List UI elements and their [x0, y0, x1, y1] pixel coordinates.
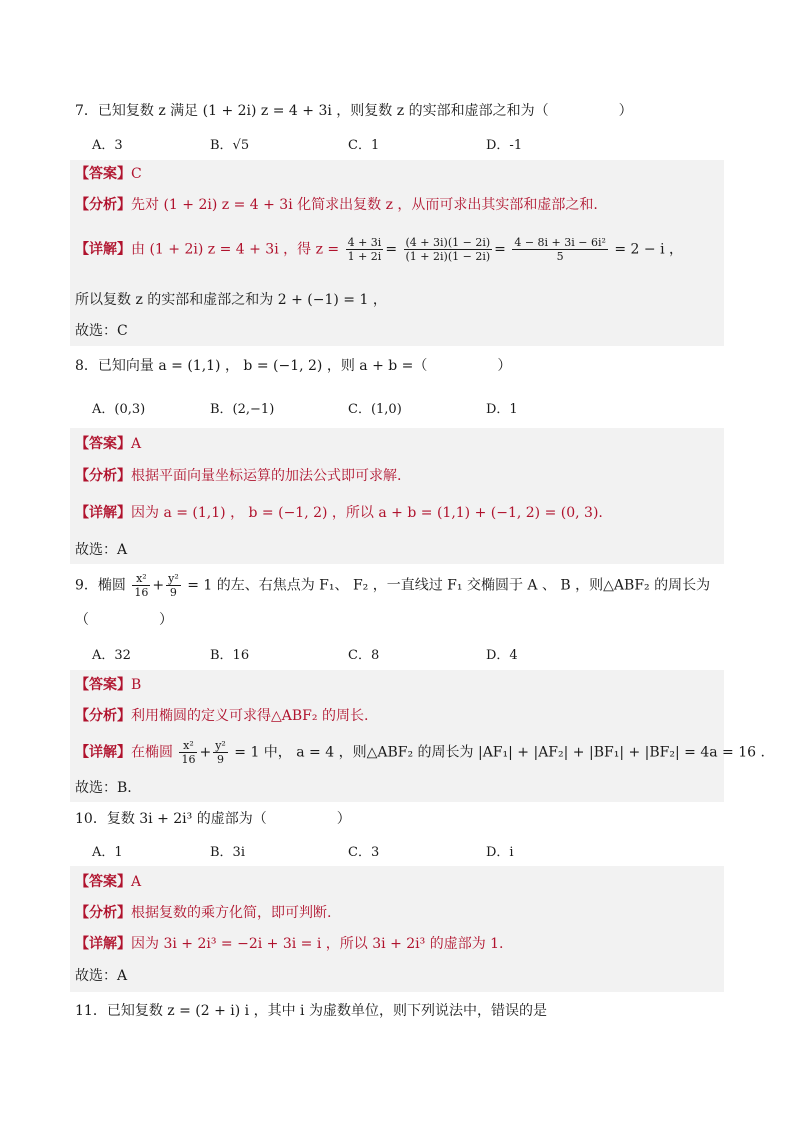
q8-detail: 因为 a = (1,1) ， b = (−1, 2) ，所以 a + b = (1,1) + (−1, 2) = (0, 3). — [131, 505, 603, 521]
q9-analysis: 利用椭圆的定义可求得△ABF₂ 的周长. — [131, 708, 369, 724]
q7-analysis-tag: 【分析】 — [75, 197, 131, 213]
question-9-stem-line-2: （ ） — [75, 612, 173, 628]
q9-solution-block — [70, 670, 724, 802]
q8-option-c: C．(1,0) — [348, 402, 402, 417]
q7-answer-line — [75, 163, 142, 185]
q8-answer-line — [75, 433, 141, 455]
q10-detail: 因为 3i + 2i³ = −2i + 3i = i ，所以 3i + 2i³ 的虚部为 1. — [131, 936, 504, 952]
q10-answer-tag: 【答案】 — [75, 874, 131, 890]
q10-option-d: D．i — [486, 845, 514, 860]
q10-analysis-line — [75, 902, 331, 924]
q10-detail-tag: 【详解】 — [75, 936, 131, 952]
q7-answer: C — [131, 166, 142, 182]
q9-answer: B — [131, 677, 142, 693]
q7-choice: 故选：C — [75, 323, 128, 339]
question-8-stem: 8．已知向量 a = (1,1) ， b = (−1, 2) ，则 a + b =（ ） — [75, 358, 512, 374]
q10-choice: 故选：A — [75, 968, 128, 984]
q10-detail-line — [75, 933, 504, 955]
q7-detail-line: 【详解】由 (1 + 2i) z = 4 + 3i ，得 z = $\frac{4 + 3i}{1 + 2i}$ = $\frac{(4 + 3i)(1 - 2i)}{(1 + 2i)(1 - 2i)}$ = $\frac{\text{4 − 8i + 3i − 6i²}}{5}$ = 2 − i ， — [75, 236, 684, 263]
q10-answer: A — [131, 874, 142, 890]
q8-analysis-tag: 【分析】 — [75, 468, 131, 484]
q7-fraction-3: $\frac{\text{4 − 8i + 3i − 6i²}}{5}$ — [514, 236, 606, 263]
q9-analysis-tag: 【分析】 — [75, 708, 131, 724]
q7-detail-line-2: 所以复数 z 的实部和虚部之和为 2 + (−1) = 1 ， — [75, 292, 387, 308]
q8-analysis: 根据平面向量坐标运算的加法公式即可求解. — [131, 468, 402, 484]
q9-answer-line — [75, 674, 141, 696]
q9-answer-tag: 【答案】 — [75, 677, 131, 693]
q7-option-c: C．1 — [348, 138, 380, 153]
q8-option-b: B．(2,−1) — [210, 402, 275, 417]
q8-answer-tag: 【答案】 — [75, 436, 131, 452]
q8-answer: A — [131, 436, 142, 452]
q8-option-d: D．1 — [486, 402, 518, 417]
q7-option-a: A．3 — [92, 138, 123, 153]
q7-answer-tag: 【答案】 — [75, 166, 131, 182]
q7-detail-tag: 【详解】 — [75, 241, 131, 258]
question-11-stem: 11．已知复数 z = (2 + i) i ，其中 i 为虚数单位，则下列说法中，错误的是 — [75, 1003, 547, 1019]
question-7-options — [92, 134, 712, 156]
q8-choice: 故选：A — [75, 542, 128, 558]
q8-analysis-line — [75, 465, 401, 487]
q10-option-c: C．3 — [348, 845, 380, 860]
q7-analysis-line — [75, 194, 598, 216]
q7-option-d: D．-1 — [486, 138, 523, 153]
q10-option-a: A．1 — [92, 845, 123, 860]
question-9-options — [92, 644, 712, 666]
q9-detail-x-term: $\frac{\text{x²}}{16}$ — [181, 739, 196, 766]
q9-choice: 故选：B. — [75, 780, 132, 796]
q10-analysis: 根据复数的乘方化简，即可判断. — [131, 905, 332, 921]
question-8-options — [92, 398, 712, 420]
q10-option-b: B．3i — [210, 845, 245, 860]
q7-detail-prefix: 由 (1 + 2i) z = 4 + 3i ，得 z = — [131, 241, 340, 258]
q8-option-a: A．(0,3) — [92, 402, 146, 417]
q7-fraction-1: $\frac{4 + 3i}{1 + 2i}$ — [347, 236, 382, 263]
q9-stem-suffix: = 1 的左、右焦点为 F₁、 F₂ ，一直线过 F₁ 交椭圆于 A 、 B ，则△ABF₂ 的周长为 — [187, 577, 711, 594]
q9-detail-suffix: = 1 中， a = 4 ，则△ABF₂ 的周长为 |AF₁| + |AF₂| + |BF₁| + |BF₂| = 4a = 16 . — [234, 744, 765, 761]
question-10-stem: 10．复数 3i + 2i³ 的虚部为（ ） — [75, 811, 351, 827]
q9-detail-prefix: 在椭圆 — [131, 744, 173, 761]
q7-option-b: B．√5 — [210, 138, 250, 153]
q7-detail-suffix: = 2 − i ， — [614, 241, 684, 258]
q8-detail-line — [75, 502, 603, 524]
q9-ellipse-y-term: $\frac{\text{y²}}{9}$ — [168, 572, 179, 599]
question-10-options — [92, 841, 712, 863]
q10-answer-line — [75, 871, 141, 893]
q8-solution-block — [70, 428, 724, 564]
q9-ellipse-x-term: $\frac{\text{x²}}{16}$ — [134, 572, 149, 599]
q9-option-d: D．4 — [486, 648, 518, 663]
q9-option-b: B．16 — [210, 648, 250, 663]
q7-analysis: 先对 (1 + 2i) z = 4 + 3i 化简求出复数 z ，从而可求出其实部和虚部之和. — [131, 197, 598, 213]
q9-option-a: A．32 — [92, 648, 131, 663]
question-7-stem: 7．已知复数 z 满足 (1 + 2i) z = 4 + 3i ，则复数 z 的实部和虚部之和为（ ） — [75, 103, 633, 119]
q9-detail-tag: 【详解】 — [75, 744, 131, 761]
q8-detail-tag: 【详解】 — [75, 505, 131, 521]
question-9-stem: 9．椭圆 $\frac{\text{x²}}{16}$ + $\frac{\text{y²}}{9}$ = 1 的左、右焦点为 F₁、 F₂ ，一直线过 F₁ 交椭圆于 A 、 B ，则△ABF₂ 的周长为 — [75, 572, 711, 599]
q9-stem-prefix: 9．椭圆 — [75, 577, 126, 594]
q7-fraction-2: $\frac{(4 + 3i)(1 - 2i)}{(1 + 2i)(1 - 2i)}$ — [405, 236, 491, 263]
q9-detail-y-term: $\frac{\text{y²}}{9}$ — [215, 739, 226, 766]
q9-detail-line: 【详解】在椭圆 $\frac{\text{x²}}{16}$ + $\frac{\text{y²}}{9}$ = 1 中， a = 4 ，则△ABF₂ 的周长为 |AF₁| + |AF₂| + |BF₁| + |BF₂| = 4a = 16 . — [75, 739, 765, 766]
q10-solution-block — [70, 866, 724, 992]
q9-analysis-line — [75, 705, 368, 727]
q10-analysis-tag: 【分析】 — [75, 905, 131, 921]
q9-option-c: C．8 — [348, 648, 380, 663]
